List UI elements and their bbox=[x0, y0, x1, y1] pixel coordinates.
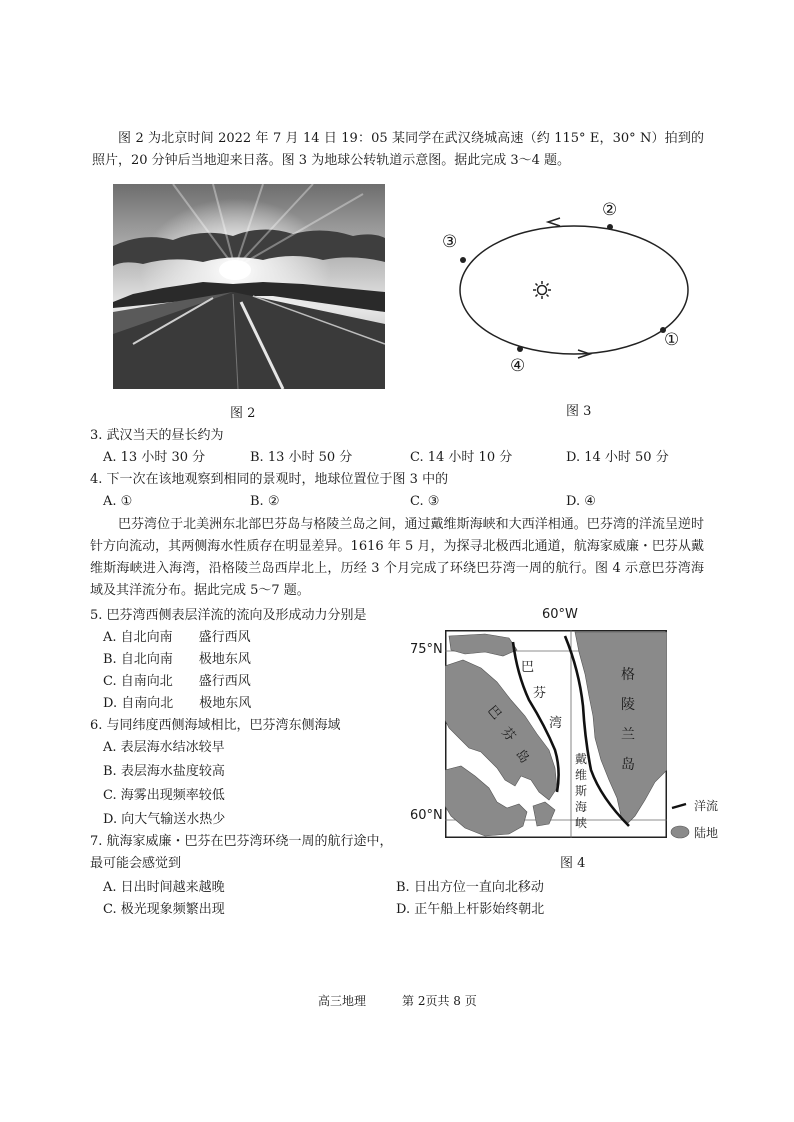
position-3-label: ③ bbox=[442, 232, 458, 252]
baffin-island-label-1: 巴 bbox=[484, 702, 504, 723]
footer-page-number: 第 2页共 8 页 bbox=[402, 994, 477, 1008]
greenland-label-2: 陵 bbox=[621, 697, 635, 713]
question-3-option-b: B. 13 小时 50 分 bbox=[250, 450, 353, 465]
baffin-bay-label-2: 芬 bbox=[533, 686, 547, 701]
map-longitude-label: 60°W bbox=[542, 607, 578, 622]
legend-current-label: 洋流 bbox=[694, 799, 719, 813]
question-5-option-d: D. 自南向北 极地东风 bbox=[103, 696, 252, 711]
question-7-option-a: A. 日出时间越来越晚 bbox=[103, 880, 225, 895]
position-2-label: ② bbox=[602, 200, 618, 220]
question-6-stem: 6. 与同纬度西侧海域相比，巴芬湾东侧海域 bbox=[90, 718, 341, 733]
greenland-label-4: 岛 bbox=[621, 757, 635, 773]
question-7-stem-line-1: 7. 航海家威廉・巴芬在巴芬湾环绕一周的航行途中， bbox=[90, 834, 393, 849]
question-6-option-c: C. 海雾出现频率较低 bbox=[103, 788, 225, 803]
baffin-island-label-3: 岛 bbox=[512, 746, 532, 767]
earth-orbit-diagram bbox=[438, 196, 690, 378]
position-3-dot bbox=[460, 257, 466, 263]
davis-strait-label-2: 维 bbox=[575, 768, 588, 782]
figure-4-caption: 图 4 bbox=[560, 856, 586, 871]
question-3-option-c: C. 14 小时 10 分 bbox=[410, 450, 513, 465]
greenland-label-1: 格 bbox=[621, 667, 635, 683]
position-4-label: ④ bbox=[510, 356, 526, 376]
figure-3-caption: 图 3 bbox=[566, 404, 592, 419]
question-5-option-c: C. 自南向北 盛行西风 bbox=[103, 674, 251, 689]
position-1-label: ① bbox=[664, 330, 680, 350]
question-3-stem: 3. 武汉当天的昼长约为 bbox=[90, 428, 224, 443]
legend-current-symbol bbox=[672, 804, 686, 808]
map-legend bbox=[670, 796, 730, 842]
baffin-island-label-2: 芬 bbox=[498, 724, 518, 745]
question-4-option-b: B. ② bbox=[250, 494, 280, 509]
baffin-bay-map bbox=[445, 630, 667, 838]
davis-strait-label-4: 海 bbox=[575, 800, 588, 814]
question-4-option-a: A. ① bbox=[103, 494, 133, 509]
question-4-stem: 4. 下一次在该地观察到相同的景观时，地球位置位于图 3 中的 bbox=[90, 472, 449, 487]
question-7-option-b: B. 日出方位一直向北移动 bbox=[396, 880, 544, 895]
davis-strait-label-1: 戴 bbox=[575, 752, 588, 766]
sunset-photo bbox=[113, 184, 385, 389]
question-5-stem: 5. 巴芬湾西侧表层洋流的流向及形成动力分别是 bbox=[90, 608, 367, 623]
intro-paragraph-2: 巴芬湾位于北美洲东北部巴芬岛与格陵兰岛之间，通过戴维斯海峡和大西洋相通。巴芬湾的洋流呈逆时针方向流动，其两侧海水性质存在明显差异。1616 年 5 月，为探寻北极西北通道，航海家威廉・巴芬从戴维斯海峡进入海湾，沿格陵兰岛西岸北上，历经 3 个月完成了环绕巴芬湾一周的航行。图 4 示意巴芬湾海域及其洋流分布。据此完成 5～7 题。 bbox=[90, 517, 704, 598]
orbit-arrow-top bbox=[548, 218, 560, 226]
sun-icon bbox=[533, 281, 551, 299]
orbit-ellipse bbox=[460, 226, 688, 354]
question-6-option-a: A. 表层海水结冰较早 bbox=[103, 740, 225, 755]
davis-strait-label-5: 峡 bbox=[575, 816, 588, 830]
map-latitude-60-label: 60°N bbox=[410, 808, 443, 823]
position-4-dot bbox=[517, 346, 523, 352]
question-4-option-c: C. ③ bbox=[410, 494, 440, 509]
footer-subject: 高三地理 bbox=[318, 994, 367, 1008]
intro-paragraph-1: 图 2 为北京时间 2022 年 7 月 14 日 19：05 某同学在武汉绕城高速（约 115° E，30° N）拍到的照片，20 分钟后当地迎来日落。图 3 为地球公转轨道示意图。据此完成 3～4 题。 bbox=[92, 131, 704, 168]
legend-land-label: 陆地 bbox=[694, 826, 719, 840]
baffin-bay-label-1: 巴 bbox=[521, 660, 535, 675]
greenland-label-3: 兰 bbox=[621, 727, 635, 743]
question-5-option-b: B. 自北向南 极地东风 bbox=[103, 652, 251, 667]
baffin-bay-label-3: 湾 bbox=[549, 716, 563, 731]
question-6-option-b: B. 表层海水盐度较高 bbox=[103, 764, 225, 779]
position-2-dot bbox=[607, 224, 613, 230]
question-5-option-a: A. 自北向南 盛行西风 bbox=[103, 630, 251, 645]
question-7-stem-line-2: 最可能会感觉到 bbox=[90, 856, 182, 871]
legend-land-symbol bbox=[671, 826, 689, 838]
davis-strait-label-3: 斯 bbox=[575, 784, 588, 798]
question-4-option-d: D. ④ bbox=[566, 494, 596, 509]
question-7-option-d: D. 正午船上杆影始终朝北 bbox=[396, 902, 545, 917]
question-7-option-c: C. 极光现象频繁出现 bbox=[103, 902, 225, 917]
map-latitude-75-label: 75°N bbox=[410, 642, 443, 657]
figure-2-caption: 图 2 bbox=[230, 406, 256, 421]
question-3-option-d: D. 14 小时 50 分 bbox=[566, 450, 669, 465]
question-6-option-d: D. 向大气输送水热少 bbox=[103, 812, 226, 827]
question-3-option-a: A. 13 小时 30 分 bbox=[103, 450, 206, 465]
